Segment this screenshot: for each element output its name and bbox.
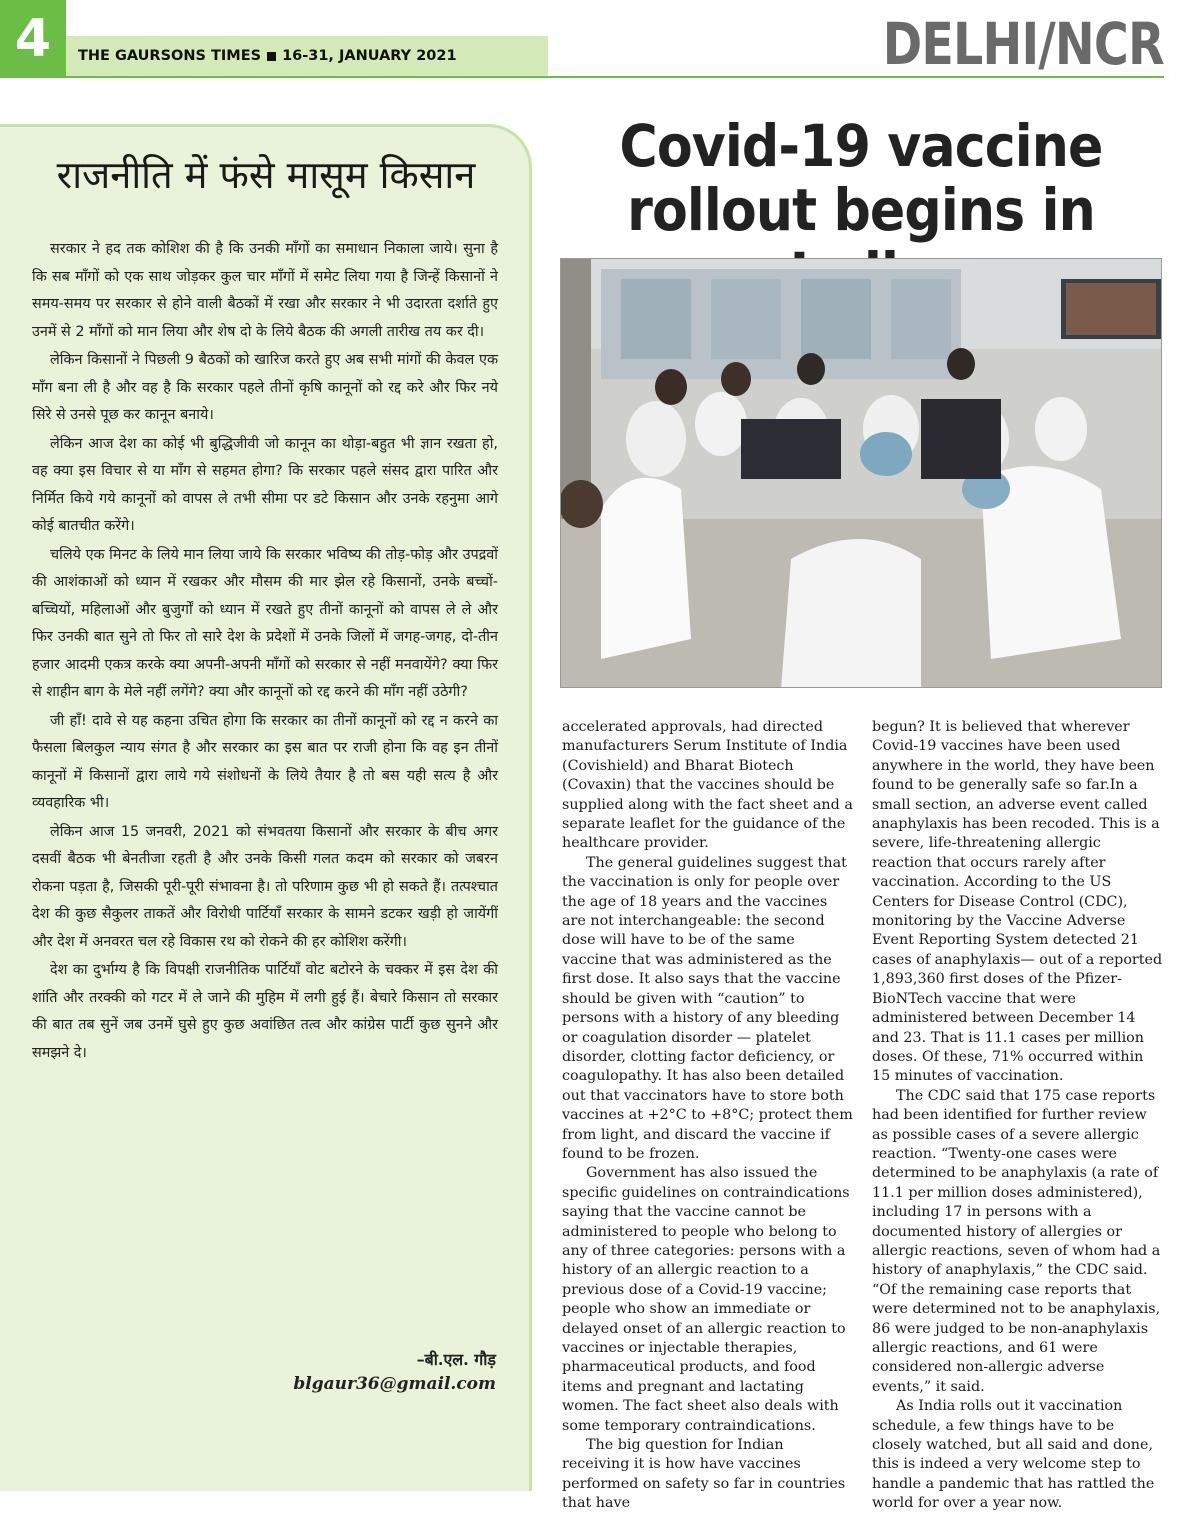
article-paragraph: The CDC said that 175 case reports had been identified for further review as possible cases of a severe allergic reaction. “Twenty-one cases were determined to be anaphylaxis (a rate of 11.1 per million doses administered), including 17 in persons with a documented history of allergies or allergic reactions, seven of whom had a history of anaphylaxis,” the CDC said. “Of the remaining case reports that were determined not to be anaphylaxis, 86 were judged to be non-anaphylaxis allergic reactions, and 61 were considered non-allergic adverse events,” it said. <box>872 1087 1161 1395</box>
hindi-paragraph: चलिये एक मिनट के लिये मान लिया जाये कि सरकार भविष्य की तोड़-फोड़ और उपद्रवों की आशंकाओं को ध्यान में रखकर और मौसम की मार झेल रहे किसानों, उनके बच्चों-बच्चियों, महिलाओं और बुजुर्गों को ध्यान में रखते हुए तीनों कानूनों को वापस ले ले और फिर उनकी बात सुने तो फिर तो सारे देश के प्रदेशों में उनके जिलों में जगह-जगह, दो-तीन हजार आदमी एकत्र करके क्या अपनी-अपनी माँगों को सरकार से नहीं मनवायेंगे? क्या फिर से शाहीन बाग के मेले नहीं लगेंगे? क्या और कानूनों को रद्द करने की माँग नहीं उठेगी? <box>32 546 498 700</box>
region-label: DELHI/NCR <box>882 10 1164 78</box>
square-bullet-icon <box>267 52 276 61</box>
page-number: 4 <box>0 0 66 78</box>
photo-illustration <box>561 259 1162 688</box>
vaccination-hall-photo <box>560 258 1162 688</box>
hindi-paragraph: देश का दुर्भाग्य है कि विपक्षी राजनीतिक पार्टियाँ वोट बटोरने के चक्कर में इस देश की शांति और तरक्की को गटर में ले जाने की मुहिम में लगी हुई हैं। बेचारे किसान तो सरकार की बात तब सुनें जब उनमें घुसे हुए कुछ अवांछित तत्व और कांग्रेस पार्टी कुछ सुनने और समझने दे। <box>32 962 498 1061</box>
author-signature <box>293 1348 496 1394</box>
masthead <box>66 36 548 76</box>
author-email: blgaur36@gmail.com <box>293 1374 496 1394</box>
hindi-paragraph: लेकिन आज 15 जनवरी, 2021 को संभवतया किसानों और सरकार के बीच अगर दसवीं बैठक भी बेनतीजा रहती है और उनके किसी गलत कदम को सरकार को जबरन रोकना पड़ता है, जिसकी पूरी-पूरी संभावना है। तो परिणाम कुछ भी हो सकते हैं। तत्पश्चात देश की कुछ सैकुलर ताकतें और विरोधी पार्टियाँ सरकार के सामने डटकर खड़ी हो जायेंगीं और देश में अनवरत चल रहे विकास रथ को रोकने की हर कोशिश करेंगी। <box>32 823 498 950</box>
hindi-paragraph: लेकिन किसानों ने पिछली 9 बैठकों को खारिज करते हुए अब सभी मांगों की केवल एक माँग बना ली है और वह है कि सरकार पहले तीनों कृषि कानूनों को रद्द करे और फिर नये सिरे से उनसे पूछ कर कानून बनाये। <box>32 352 498 423</box>
publication-name: THE GAURSONS TIMES <box>78 48 262 64</box>
issue-date: 16-31, JANUARY 2021 <box>282 48 457 64</box>
headline-line-2: rollout begins in <box>627 176 1095 244</box>
article-paragraph: begun? It is believed that wherever Covid-19 vaccines have been used anywhere in the world, they have been found to be generally safe so far.In a small section, an adverse event called anaphylaxis has been recoded. This is a severe, life-threatening allergic reaction that occurs rarely after vaccination. According to the US Centers for Disease Control (CDC), monitoring by the Vaccine Adverse Event Reporting System detected 21 cases of anaphylaxis— out of a reported 1,893,360 first doses of the Pfizer-BioNTech vaccine that were administered between December 14 and 23. That is 11.1 cases per million doses. Of these, 71% occurred within 15 minutes of vaccination. <box>872 719 1163 1085</box>
headline-line-1: Covid-19 vaccine <box>619 112 1103 180</box>
article-paragraph: Government has also issued the specific guidelines on contraindications saying that the vaccine cannot be administered to people who belong to any of three categories: persons with a history of an allergic reaction to a previous dose of a Covid-19 vaccine; people who show an immediate or delayed onset of an allergic reaction to vaccines or injectable therapies, pharmaceutical products, and food items and pregnant and lactating women. The fact sheet also deals with some temporary contraindications. <box>562 1165 850 1434</box>
article-paragraph: The general guidelines suggest that the vaccination is only for people over the age of 18 years and the vaccines are not interchangeable: the second dose will have to be of the same vaccine that was administered as the first dose. It also says that the vaccine should be given with “caution” to persons with a history of any bleeding or coagulation disorder — platelet disorder, clotting factor deficiency, or coagulopathy. It has also been detailed out that vaccinators have to store both vaccines at +2°C to +8°C; protect them from light, and discard the vaccine if found to be frozen. <box>562 854 853 1162</box>
article-column-2 <box>872 718 1164 1514</box>
hindi-paragraph: सरकार ने हद तक कोशिश की है कि उनकी माँगों का समाधान निकाला जाये। सुना है कि सब माँगों को एक साथ जोड़कर कुल चार माँगों में समेट लिया गया है जिन्हें किसानों ने समय-समय पर सरकार से होने वाली बैठकों में रखा और सरकार ने भी उदारता दर्शाते हुए उनमें से 2 माँगों को मान लिया और शेष दो के लिये बैठक की अगली तारीख तय कर दी। <box>32 241 498 340</box>
article-paragraph: accelerated approvals, had directed manufacturers Serum Institute of India (Covishield) and Bharat Biotech (Covaxin) that the vaccines should be supplied along with the fact sheet and a separate leaflet for the guidance of the healthcare provider. <box>562 719 853 852</box>
hindi-article-body <box>32 236 498 1068</box>
hindi-paragraph: जी हाँ! दावे से यह कहना उचित होगा कि सरकार का तीनों कानूनों को रद्द न करने का फैसला बिलकुल न्याय संगत है और सरकार का इस बात पर राजी होना कि वह इन तीनों कानूनों में किसानों द्वारा लाये गये संशोधनों के लिये तैयार है तो बस यही सत्य है और व्यवहारिक भी। <box>32 712 498 811</box>
author-name: –बी.एल. गौड़ <box>416 1350 496 1369</box>
hindi-article-title: राजनीति में फंसे मासूम किसान <box>56 153 476 197</box>
hindi-paragraph: लेकिन आज देश का कोई भी बुद्धिजीवी जो कानून का थोड़ा-बहुत भी ज्ञान रखता हो, वह क्या इस विचार से या माँग से सहमत होगा? कि सरकार पहले संसद द्वारा पारित और निर्मित किये गये कानूनों को वापस ले तभी सीमा पर डटे किसान और उनके रहनुमा आगे कोई बातचीत करेंगे। <box>32 435 498 534</box>
article-paragraph: As India rolls out it vaccination schedule, a few things have to be closely watched, but all said and done, this is indeed a very welcome step to handle a pandemic that has rattled the world for over a year now. <box>872 1398 1155 1512</box>
article-column-1 <box>562 718 854 1514</box>
article-paragraph: The big question for Indian receiving it is how have vaccines performed on safety so far in countries that have <box>562 1437 846 1512</box>
